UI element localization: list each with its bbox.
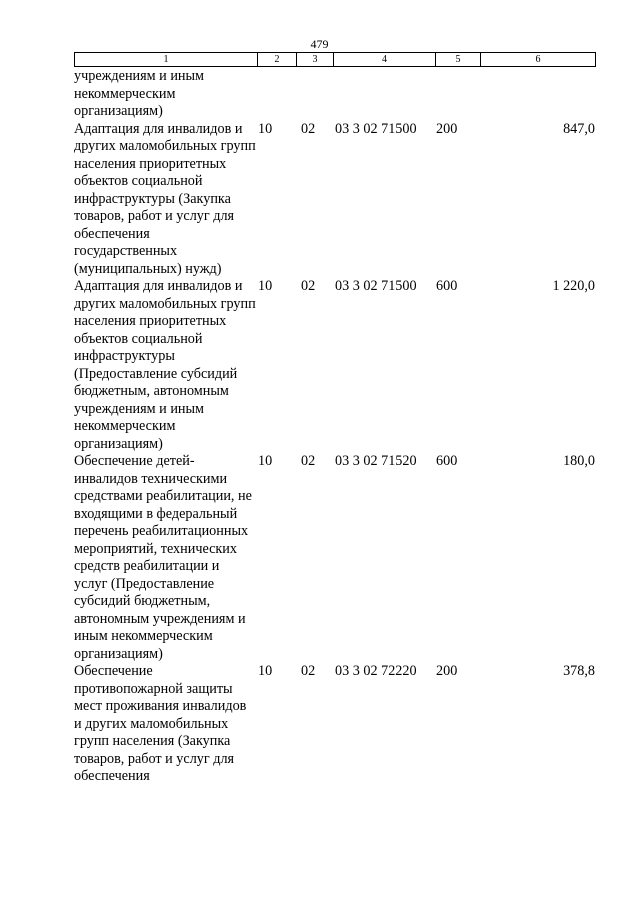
row-subsection: 02 [301,278,316,294]
header-col-4: 4 [334,53,436,67]
row-target-code: 03 3 02 72220 [335,663,417,679]
table-row [74,68,595,121]
row-subsection: 02 [301,453,316,469]
header-col-2: 2 [258,53,297,67]
row-amount: 1 220,0 [552,278,595,294]
header-col-3: 3 [297,53,334,67]
header-col-6: 6 [481,53,596,67]
table-body [74,68,595,786]
row-section: 10 [258,453,273,469]
row-name: Обеспечение детей-инвалидов техническими средствами реабилитации, не входящими в федеральный перечень реабилитационных мероприятий, технических средств реабилитации и услуг (Предоставление субсидий бюджетным, автономным учреждениям и иным некоммерческим организациям) [74,453,252,662]
table-row [74,453,595,663]
row-amount: 378,8 [563,663,595,679]
row-name: учреждениям и иным некоммерческим организациям) [74,68,205,119]
row-subsection: 02 [301,663,316,679]
row-amount: 180,0 [563,453,595,469]
row-expense-type: 200 [436,120,458,137]
table-header [74,52,596,67]
table-row [74,121,595,279]
row-target-code: 03 3 02 71520 [335,453,417,469]
row-name: Адаптация для инвалидов и других маломобильных групп населения приоритетных объектов социальной инфраструктуры (Предоставление субсидий бюджетным, автономным учреждениям и иным некоммерческим организациям) [74,278,256,452]
row-name: Обеспечение противопожарной защиты мест проживания инвалидов и других маломобильных групп населения (Закупка товаров, работ и услуг для обеспечения [74,663,247,784]
row-expense-type: 600 [436,453,458,469]
table-row [74,663,595,786]
row-expense-type: 600 [436,278,458,294]
row-name: Адаптация для инвалидов и других маломобильных групп населения приоритетных объектов социальной инфраструктуры (Закупка товаров, работ и услуг для обеспечения государственных (муниципальных) нужд) [74,120,256,277]
row-section: 10 [258,278,273,294]
row-section: 10 [258,663,273,679]
row-expense-type: 200 [436,663,458,679]
header-col-5: 5 [436,53,481,67]
row-amount: 847,0 [563,120,595,137]
header-col-1: 1 [75,53,258,67]
row-target-code: 03 3 02 71500 [335,278,417,294]
row-target-code: 03 3 02 71500 [335,120,417,137]
row-subsection: 02 [301,120,316,137]
table-row [74,278,595,453]
row-section: 10 [258,120,273,137]
page-number: 479 [310,37,329,51]
